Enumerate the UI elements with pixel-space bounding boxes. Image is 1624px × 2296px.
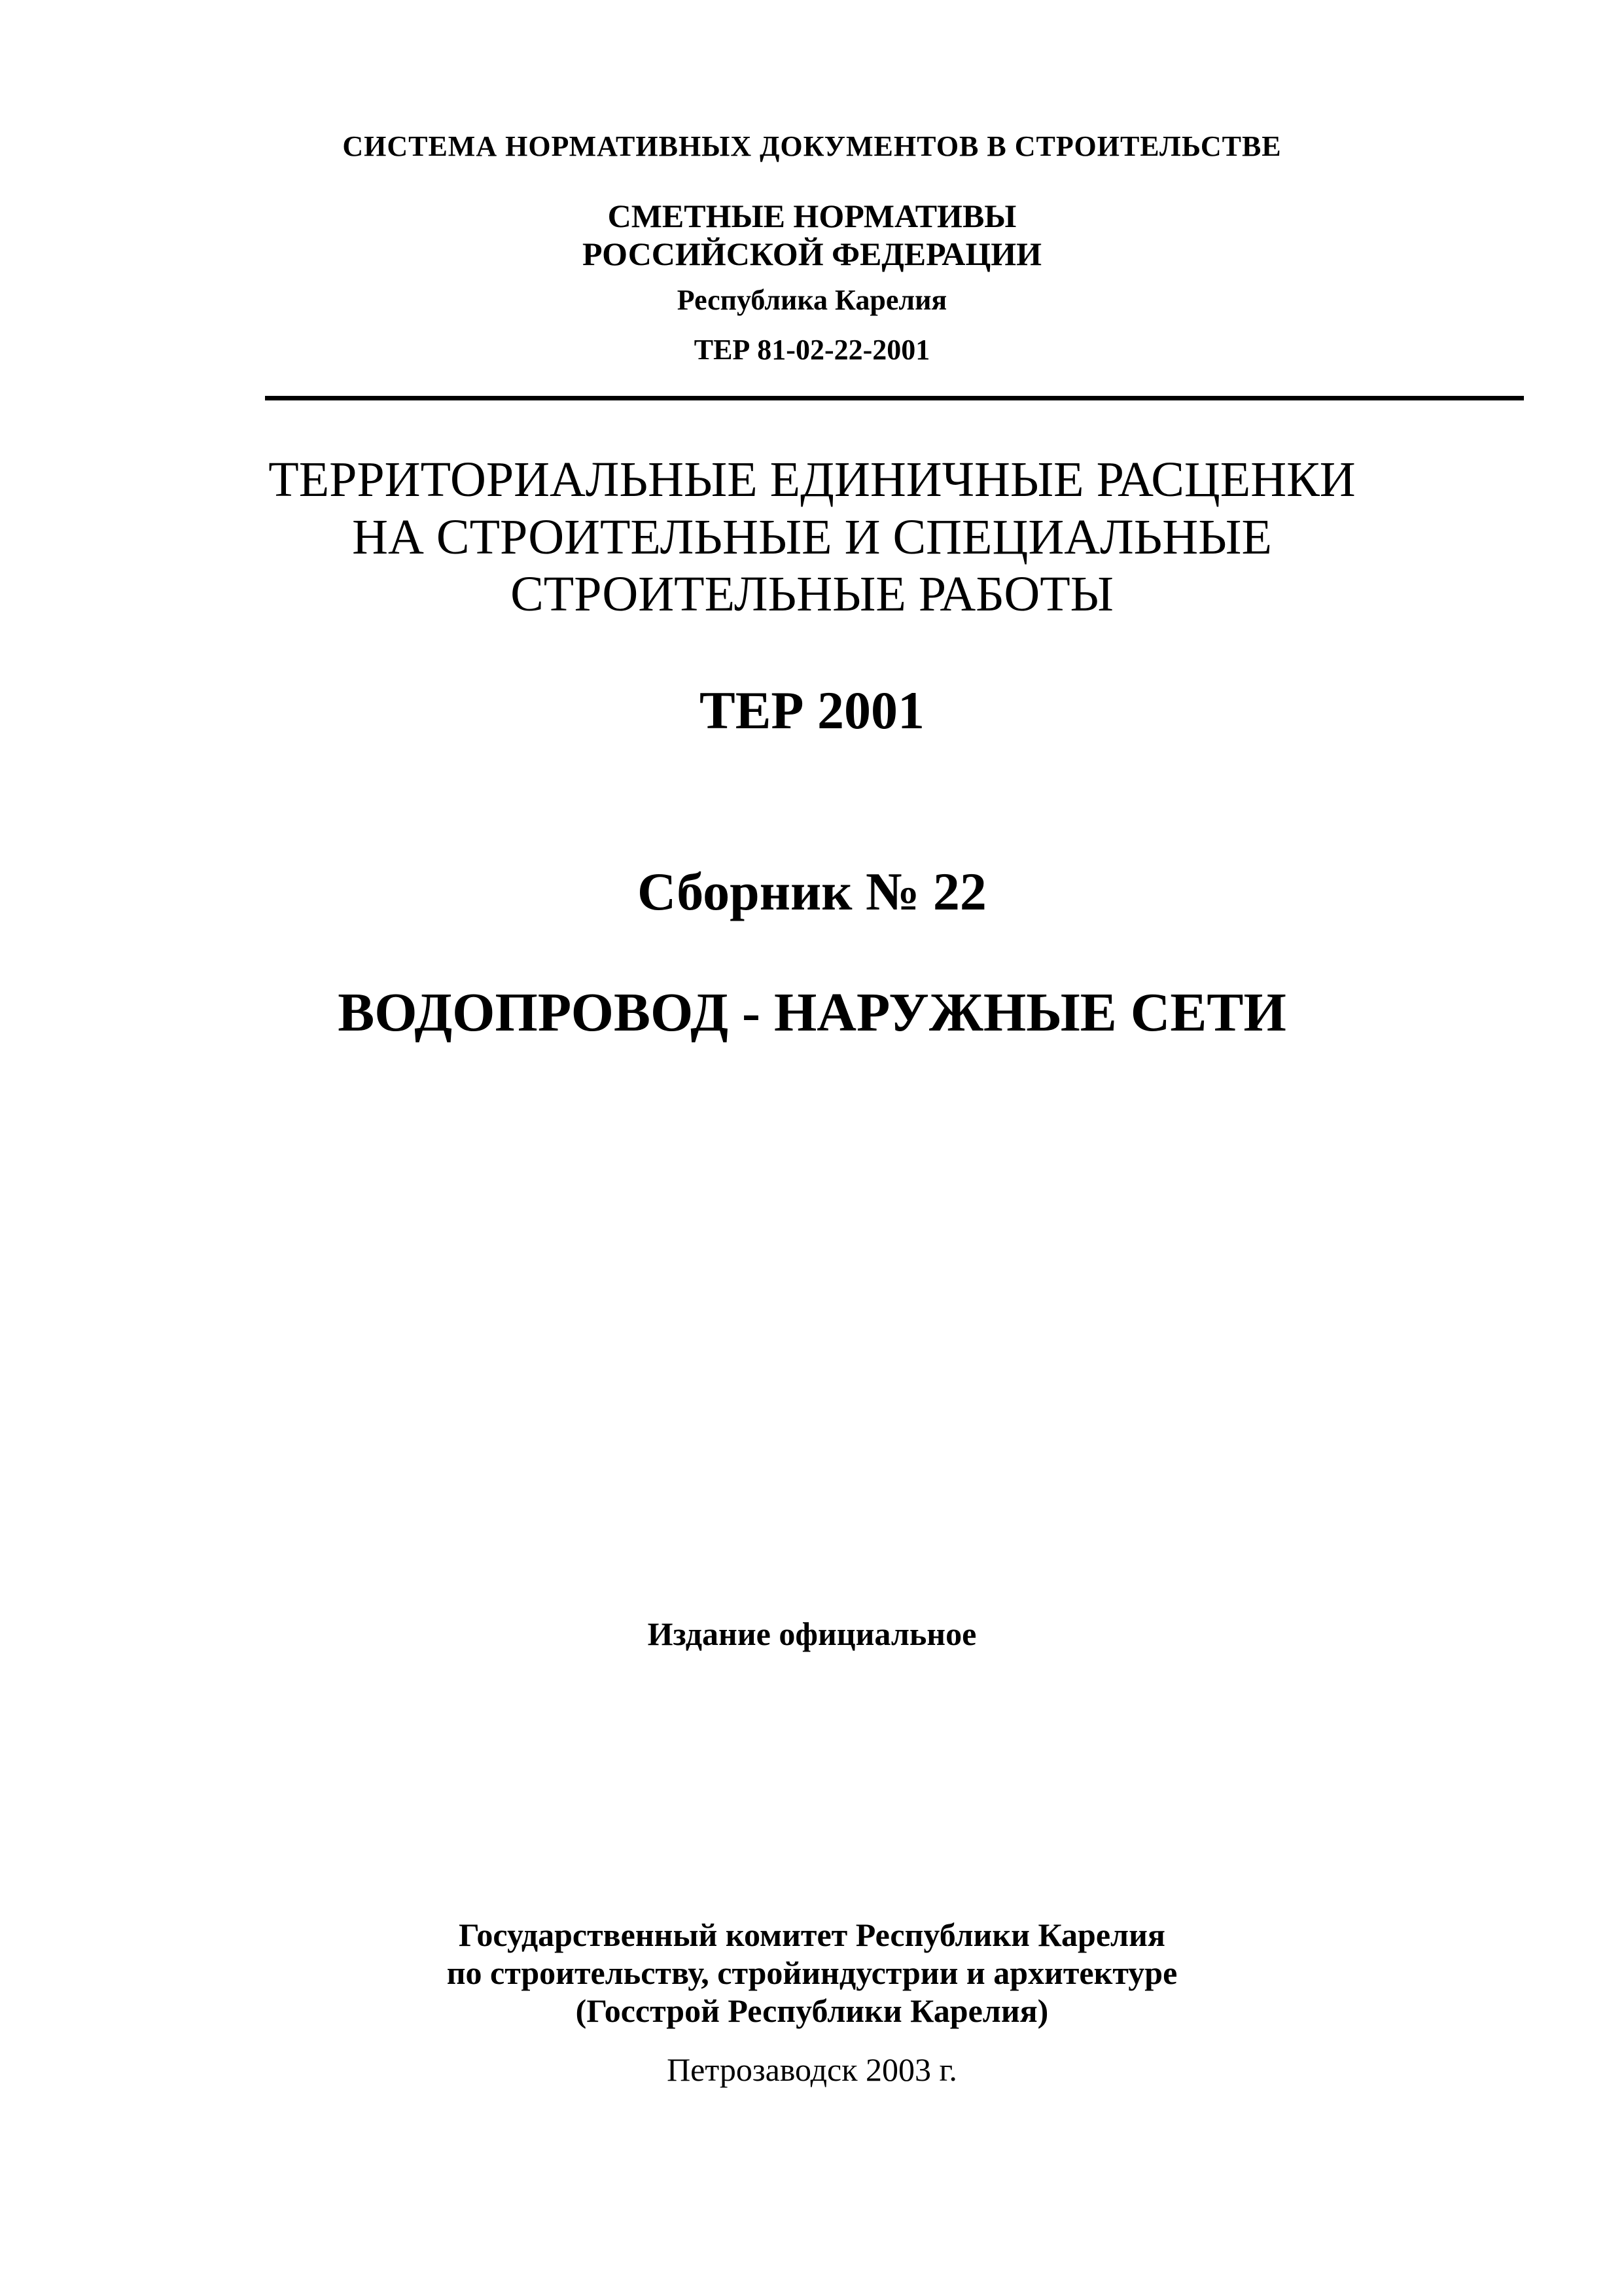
place-and-year: Петрозаводск 2003 г.: [667, 2051, 957, 2088]
ter-abbreviation: ТЕР 2001: [699, 680, 925, 740]
publisher-line-1: Государственный комитет Республики Карелия: [459, 1916, 1165, 1953]
series-title: СИСТЕМА НОРМАТИВНЫХ ДОКУМЕНТОВ В СТРОИТЕЛЬСТВЕ: [342, 130, 1282, 162]
collection-number: Сборник № 22: [637, 862, 987, 921]
header-divider: [265, 396, 1524, 400]
edition-note: Издание официальное: [647, 1616, 977, 1652]
collection-subject: ВОДОПРОВОД - НАРУЖНЫЕ СЕТИ: [338, 982, 1286, 1043]
region-name: Республика Карелия: [677, 284, 947, 316]
norms-title-line-1: СМЕТНЫЕ НОРМАТИВЫ: [607, 198, 1017, 234]
main-title-line-1: ТЕРРИТОРИАЛЬНЫЕ ЕДИНИЧНЫЕ РАСЦЕНКИ: [268, 452, 1356, 507]
publisher-line-2: по строительству, стройиндустрии и архитектуре: [446, 1954, 1178, 1991]
publisher-line-3: (Госстрой Республики Карелия): [575, 1992, 1049, 2029]
main-title-line-2: НА СТРОИТЕЛЬНЫЕ И СПЕЦИАЛЬНЫЕ: [352, 510, 1272, 565]
document-code: ТЕР 81-02-22-2001: [694, 334, 930, 366]
main-title-line-3: СТРОИТЕЛЬНЫЕ РАБОТЫ: [510, 567, 1114, 622]
norms-title-line-2: РОССИЙСКОЙ ФЕДЕРАЦИИ: [582, 236, 1042, 272]
